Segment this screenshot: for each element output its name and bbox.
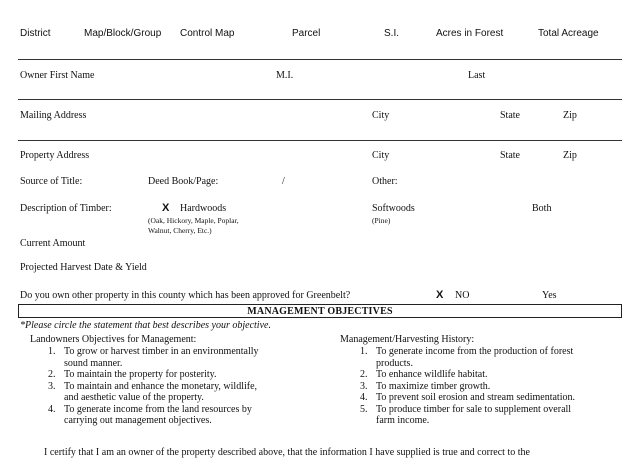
list-item[interactable]: 3. To maintain and enhance the monetary, wildlife, and aesthetic value of the property.	[48, 380, 258, 403]
hardwoods-check-mark[interactable]: X	[162, 202, 170, 214]
greenbelt-no-check-mark[interactable]: X	[436, 289, 444, 301]
divider	[18, 59, 622, 60]
management-objectives-heading: MANAGEMENT OBJECTIVES	[247, 306, 393, 317]
mailing-state-label: State	[500, 110, 520, 121]
owner-first-name-label: Owner First Name	[20, 70, 95, 81]
both-label: Both	[532, 203, 552, 214]
si-label: S.I.	[384, 28, 400, 39]
softwoods-note: (Pine)	[372, 216, 391, 225]
acres-in-forest-label: Acres in Forest	[436, 28, 504, 39]
divider	[18, 140, 622, 141]
owner-mi-label: M.I.	[276, 70, 294, 81]
deed-slash: /	[282, 176, 285, 187]
landowner-objectives-list	[38, 346, 328, 427]
hardwoods-note-line1: (Oak, Hickory, Maple, Poplar,	[148, 216, 239, 225]
greenbelt-yes-label: Yes	[542, 290, 557, 301]
property-zip-label: Zip	[563, 150, 577, 161]
hardwoods-label: Hardwoods	[180, 203, 227, 214]
other-label: Other:	[372, 176, 398, 187]
harvesting-history-list	[350, 346, 630, 427]
total-acreage-label: Total Acreage	[538, 28, 599, 39]
property-address-label: Property Address	[20, 150, 90, 161]
control-map-label: Control Map	[180, 28, 235, 39]
list-item[interactable]: 2. To enhance wildlife habitat.	[360, 369, 488, 380]
list-item[interactable]: 1. To generate income from the production of forest products.	[360, 346, 574, 369]
current-amount-label: Current Amount	[20, 238, 86, 249]
hardwoods-note-line2: Walnut, Cherry, Etc.)	[148, 226, 212, 235]
divider	[18, 99, 622, 100]
certification-text: I certify that I am an owner of the property described above, that the information I have supplied is true and correct to the	[44, 447, 530, 458]
landowner-objectives-title: Landowners Objectives for Management:	[30, 334, 197, 345]
timber-description-label: Description of Timber:	[20, 203, 112, 214]
greenbelt-question: Do you own other property in this county which has been approved for Greenbelt?	[20, 290, 351, 301]
map-block-group-label: Map/Block/Group	[84, 28, 162, 39]
mailing-zip-label: Zip	[563, 110, 577, 121]
softwoods-label: Softwoods	[372, 203, 415, 214]
list-item[interactable]: 1. To grow or harvest timber in an environmentally sound manner.	[48, 346, 259, 369]
property-state-label: State	[500, 150, 520, 161]
parcel-label: Parcel	[292, 28, 321, 39]
list-item[interactable]: 5. To produce timber for sale to supplement overall farm income.	[360, 403, 572, 426]
source-of-title-label: Source of Title:	[20, 176, 83, 187]
mailing-address-label: Mailing Address	[20, 110, 87, 121]
list-item[interactable]: 4. To generate income from the land resources by carrying out management objectives.	[48, 403, 252, 426]
deed-book-page-label: Deed Book/Page:	[148, 176, 219, 187]
mailing-city-label: City	[372, 110, 390, 121]
property-city-label: City	[372, 150, 390, 161]
list-item[interactable]: 2. To maintain the property for posterity.	[48, 369, 217, 380]
district-label: District	[20, 28, 51, 39]
owner-last-label: Last	[468, 70, 486, 81]
list-item[interactable]: 3. To maximize timber growth.	[360, 380, 491, 392]
circle-instruction: *Please circle the statement that best describes your objective.	[20, 320, 271, 331]
harvesting-history-title: Management/Harvesting History:	[340, 334, 475, 345]
greenbelt-no-label: NO	[455, 290, 470, 301]
management-objectives-header	[18, 304, 622, 318]
list-item[interactable]: 4. To prevent soil erosion and stream sedimentation.	[360, 392, 575, 403]
projected-harvest-label: Projected Harvest Date & Yield	[20, 262, 147, 273]
